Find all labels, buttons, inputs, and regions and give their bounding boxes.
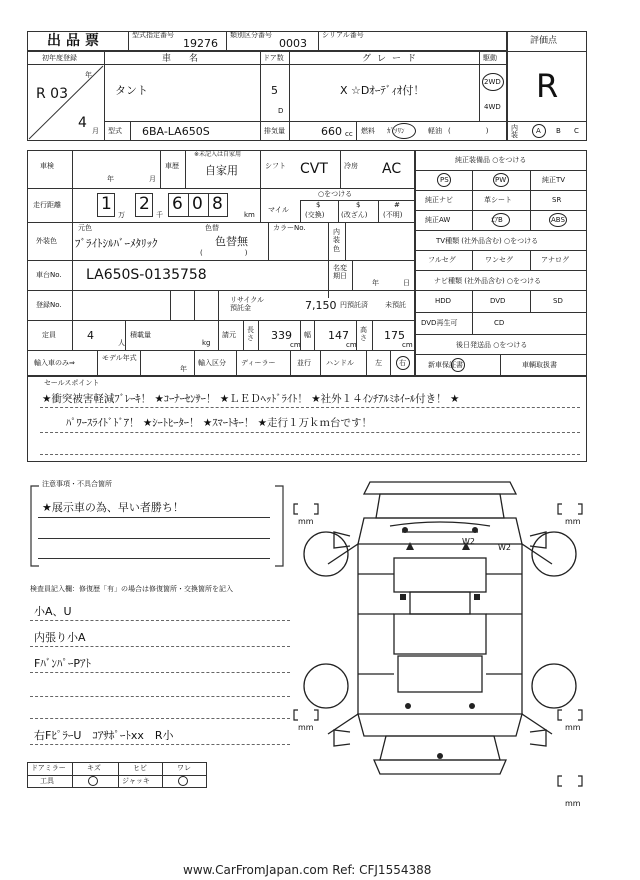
navi-header: ナビ種類 (社外品含む) ○をつける: [434, 277, 542, 285]
diagram-w2-left: W2: [462, 537, 475, 546]
length-cm: cm: [290, 341, 301, 349]
altered-sub: (改ざん): [341, 211, 368, 219]
mile-label: マイル: [268, 206, 289, 214]
notes-label: 注意事項・不具合箇所: [42, 480, 112, 488]
navi-sd: SD: [553, 297, 563, 305]
equip-r1c2: PW: [495, 176, 507, 184]
sales-points-line2: ﾊﾟﾜｰｽﾗｲﾄﾞﾄﾞｱ！ ★ｼｰﾄﾋｰﾀｰ！ ★ｽﾏｰﾄｷｰ！ ★走行１万ｋｍ台です！: [66, 417, 373, 429]
car-name-label: 車名: [162, 54, 217, 64]
sales-points-label: セールスポイント: [44, 379, 100, 387]
equip-r2c1: 純正ナビ: [425, 196, 453, 204]
tv-oneseg: ワンセグ: [485, 256, 513, 264]
type-label: 型式: [108, 127, 122, 135]
tv-analog: アナログ: [541, 256, 569, 264]
recycle-unpaid: 未預託: [385, 301, 406, 309]
tv-fullseg: フルセグ: [428, 256, 456, 264]
equip-r1c1: PS: [440, 176, 449, 184]
color-value: ﾌﾞﾗｲﾄｼﾙﾊﾞｰﾒﾀﾘｯｸ: [75, 237, 158, 250]
doors-value: 5: [271, 84, 278, 97]
notes-line1: ★展示車の為、早い者勝ち！: [42, 501, 184, 514]
score-label: 評価点: [530, 36, 558, 46]
later-header: 後日発送品 ○をつける: [456, 341, 528, 349]
mileage-digit-1k: 2: [139, 194, 150, 214]
tools-h2: キズ: [87, 764, 101, 772]
fuel-gasoline: ｶﾞｿﾘﾝ: [387, 127, 405, 135]
tv-header: TV種類 (社外品含む) ○をつける: [436, 237, 539, 245]
car-name-value: タント: [115, 84, 148, 97]
length-label: 長さ: [247, 326, 254, 343]
usage-value: 自家用: [205, 164, 238, 177]
recycle-value: 7,150: [305, 299, 337, 312]
registration-label: 登録No.: [36, 301, 62, 309]
first-reg-year: R 03: [36, 86, 68, 102]
tools-r2-check: [178, 776, 188, 786]
first-reg-month: 4: [78, 115, 87, 131]
inspector-label: 検査員記入欄：修復歴「有」の場合は修復箇所・交換箇所を記入: [30, 585, 233, 593]
import-type-label: 輸入区分: [198, 359, 226, 367]
usage-label: 車歴: [165, 162, 179, 170]
import-label: 輸入車のみ⇒: [34, 359, 75, 367]
capacity-value: 4: [87, 329, 94, 342]
model-year-mark: 年: [180, 365, 187, 373]
dealer-label: ディーラー: [241, 359, 276, 367]
capacity-unit: 人: [118, 339, 125, 347]
length-value: 339: [271, 329, 292, 342]
equip-r2c2: 革シート: [484, 196, 512, 204]
name-change-label: 名変期日: [333, 264, 347, 281]
drive-2wd: 2WD: [484, 78, 501, 86]
diagram-mm-1: mm: [298, 517, 314, 526]
mileage-digit-100: 6: [172, 194, 183, 214]
model-year-label: モデル年式: [102, 354, 137, 362]
unknown-sub: (不明): [383, 211, 403, 219]
class-label: 類別区分番号: [230, 31, 272, 39]
equip-r3c2: ｴｱB: [491, 216, 503, 224]
interior-c: C: [574, 127, 579, 135]
sheet-title: 出品票: [47, 33, 104, 49]
later-warranty: 新車保証書: [428, 361, 463, 369]
altered-label: $: [356, 201, 361, 209]
tools-r2: ジャッキ: [122, 777, 150, 785]
shaken-month-mark: 月: [149, 175, 156, 183]
usage-note: ※未記入は自家用: [194, 151, 242, 158]
serial-label: シリアル番号: [322, 31, 364, 39]
grade-label: グレード: [362, 54, 423, 64]
width-label: 幅: [304, 331, 311, 339]
doors-label: ドア数: [263, 54, 284, 62]
score-value: R: [536, 67, 559, 105]
handle-right: 右: [399, 359, 406, 367]
tools-h4: ワレ: [177, 764, 191, 772]
displacement-unit: cc: [345, 130, 353, 138]
load-label: 積載量: [130, 331, 151, 339]
color-label: 外装色: [36, 237, 57, 245]
shift-value: CVT: [300, 161, 328, 177]
repaint-paren: ( ): [200, 249, 248, 257]
height-cm: cm: [402, 341, 413, 349]
diesel-label: 軽油: [428, 127, 442, 135]
chassis-label: 車台No.: [36, 271, 62, 279]
drive-4wd: 4WD: [484, 103, 501, 111]
type-value: 6BA-LA650S: [142, 125, 210, 138]
car-damage-diagram: [290, 474, 590, 814]
color-no-label: カラーNo.: [273, 224, 306, 232]
shaken-year-mark: 年: [107, 175, 114, 183]
replace-sub: (交換): [305, 211, 325, 219]
chassis-value: LA650S-0135758: [86, 267, 207, 283]
inspector-line2: 内張り小A: [34, 631, 86, 644]
first-reg-month-mark: 月: [92, 127, 99, 135]
navi-hdd: HDD: [435, 297, 452, 305]
model-spec-label: 型式指定番号: [132, 31, 174, 39]
diagram-mm-5: mm: [565, 799, 581, 808]
name-change-year: 年: [372, 279, 379, 287]
first-reg-label: 初年度登録: [42, 54, 77, 62]
navi-cd: CD: [494, 319, 505, 327]
equip-r2c3: SR: [552, 196, 562, 204]
footer-watermark: www.CarFromJapan.com Ref: CFJ1554388: [183, 863, 432, 877]
fuel-label: 燃料: [361, 127, 375, 135]
first-reg-year-mark: 年: [85, 71, 92, 79]
mileage-digit-10k: 1: [101, 194, 112, 214]
name-change-day: 日: [403, 279, 410, 287]
shift-label: シフト: [265, 162, 286, 170]
inspector-line3: FﾊﾞﾝﾊﾟｰPｱﾄ: [34, 657, 91, 670]
ac-label: 冷房: [344, 162, 358, 170]
diagram-mm-3: mm: [298, 723, 314, 732]
interior-a: A: [536, 127, 541, 135]
handle-label: ハンドル: [326, 359, 354, 367]
diagram-w2-right: W2: [498, 543, 511, 552]
interior-label: 内装: [511, 124, 518, 139]
navi-dvd-play: DVD再生可: [421, 319, 458, 327]
request-label: 請元: [222, 331, 236, 339]
class-value: 0003: [279, 37, 307, 50]
diagram-mm-2: mm: [565, 517, 581, 526]
tools-r1-check: [88, 776, 98, 786]
repaint-label: 色替: [205, 224, 219, 232]
ac-value: AC: [382, 161, 402, 177]
width-cm: cm: [346, 341, 357, 349]
sales-points-line1: ★衝突被害軽減ﾌﾞﾚｰｷ！ ★ｺｰﾅｰｾﾝｻｰ！ ★ＬＥＤﾍｯﾄﾞﾗｲﾄ！ ★社外１４ｲﾝﾁｱﾙﾐﾎｲｰﾙ付き！ ★: [42, 393, 460, 405]
equipment-header: 純正装備品 ○をつける: [455, 156, 527, 164]
equip-r3c1: 純正AW: [425, 216, 451, 224]
mileage-digit-10: 0: [192, 194, 203, 214]
inspector-line1: 小A、U: [34, 605, 72, 618]
repaint-value: 色替無: [215, 235, 248, 248]
interior-b: B: [556, 127, 561, 135]
model-spec-value: 19276: [183, 37, 218, 50]
parallel-label: 並行: [297, 359, 311, 367]
replace-label: $: [316, 201, 321, 209]
mileage-label: 走行距離: [33, 201, 61, 209]
height-value: 175: [384, 329, 405, 342]
tools-h3: ヒビ: [133, 764, 147, 772]
height-label: 高さ: [360, 326, 367, 343]
load-unit: kg: [202, 339, 211, 347]
handle-left: 左: [375, 359, 382, 367]
tools-h1: ドアミラー: [31, 764, 66, 772]
mileage-unit: km: [244, 211, 255, 219]
doors-type: D: [278, 107, 284, 115]
mileage-sen: 千: [156, 211, 163, 219]
displacement-label: 排気量: [264, 127, 285, 135]
interior-color-label: 内装色: [333, 228, 340, 253]
drive-label: 駆動: [483, 54, 497, 62]
recycle-label: リサイクル預託金: [230, 296, 265, 313]
mileage-digit-1: 8: [212, 194, 223, 214]
grade-value: X ☆Dｵｰﾃﾞｨｵ付！: [340, 84, 425, 97]
equip-r1c3: 純正TV: [542, 176, 566, 184]
unknown-label: #: [394, 201, 400, 209]
inspector-line4: 右FﾋﾟﾗｰU ｺｱｻﾎﾟｰﾄxx R小: [34, 729, 174, 742]
mileage-man: 万: [118, 211, 125, 219]
navi-dvd: DVD: [490, 297, 506, 305]
width-value: 147: [328, 329, 349, 342]
later-manual: 車輌取扱書: [522, 361, 557, 369]
shaken-label: 車検: [40, 162, 54, 170]
diagram-mm-4: mm: [565, 723, 581, 732]
displacement-value: 660: [321, 125, 342, 138]
recycle-unit: 円預託済: [340, 301, 368, 309]
color-orig-label: 元色: [78, 224, 92, 232]
capacity-label: 定員: [42, 331, 56, 339]
mileage-circle-note: ○をつける: [318, 190, 353, 198]
equip-r3c3: ABS: [551, 216, 565, 224]
tools-r1: 工具: [40, 777, 54, 785]
